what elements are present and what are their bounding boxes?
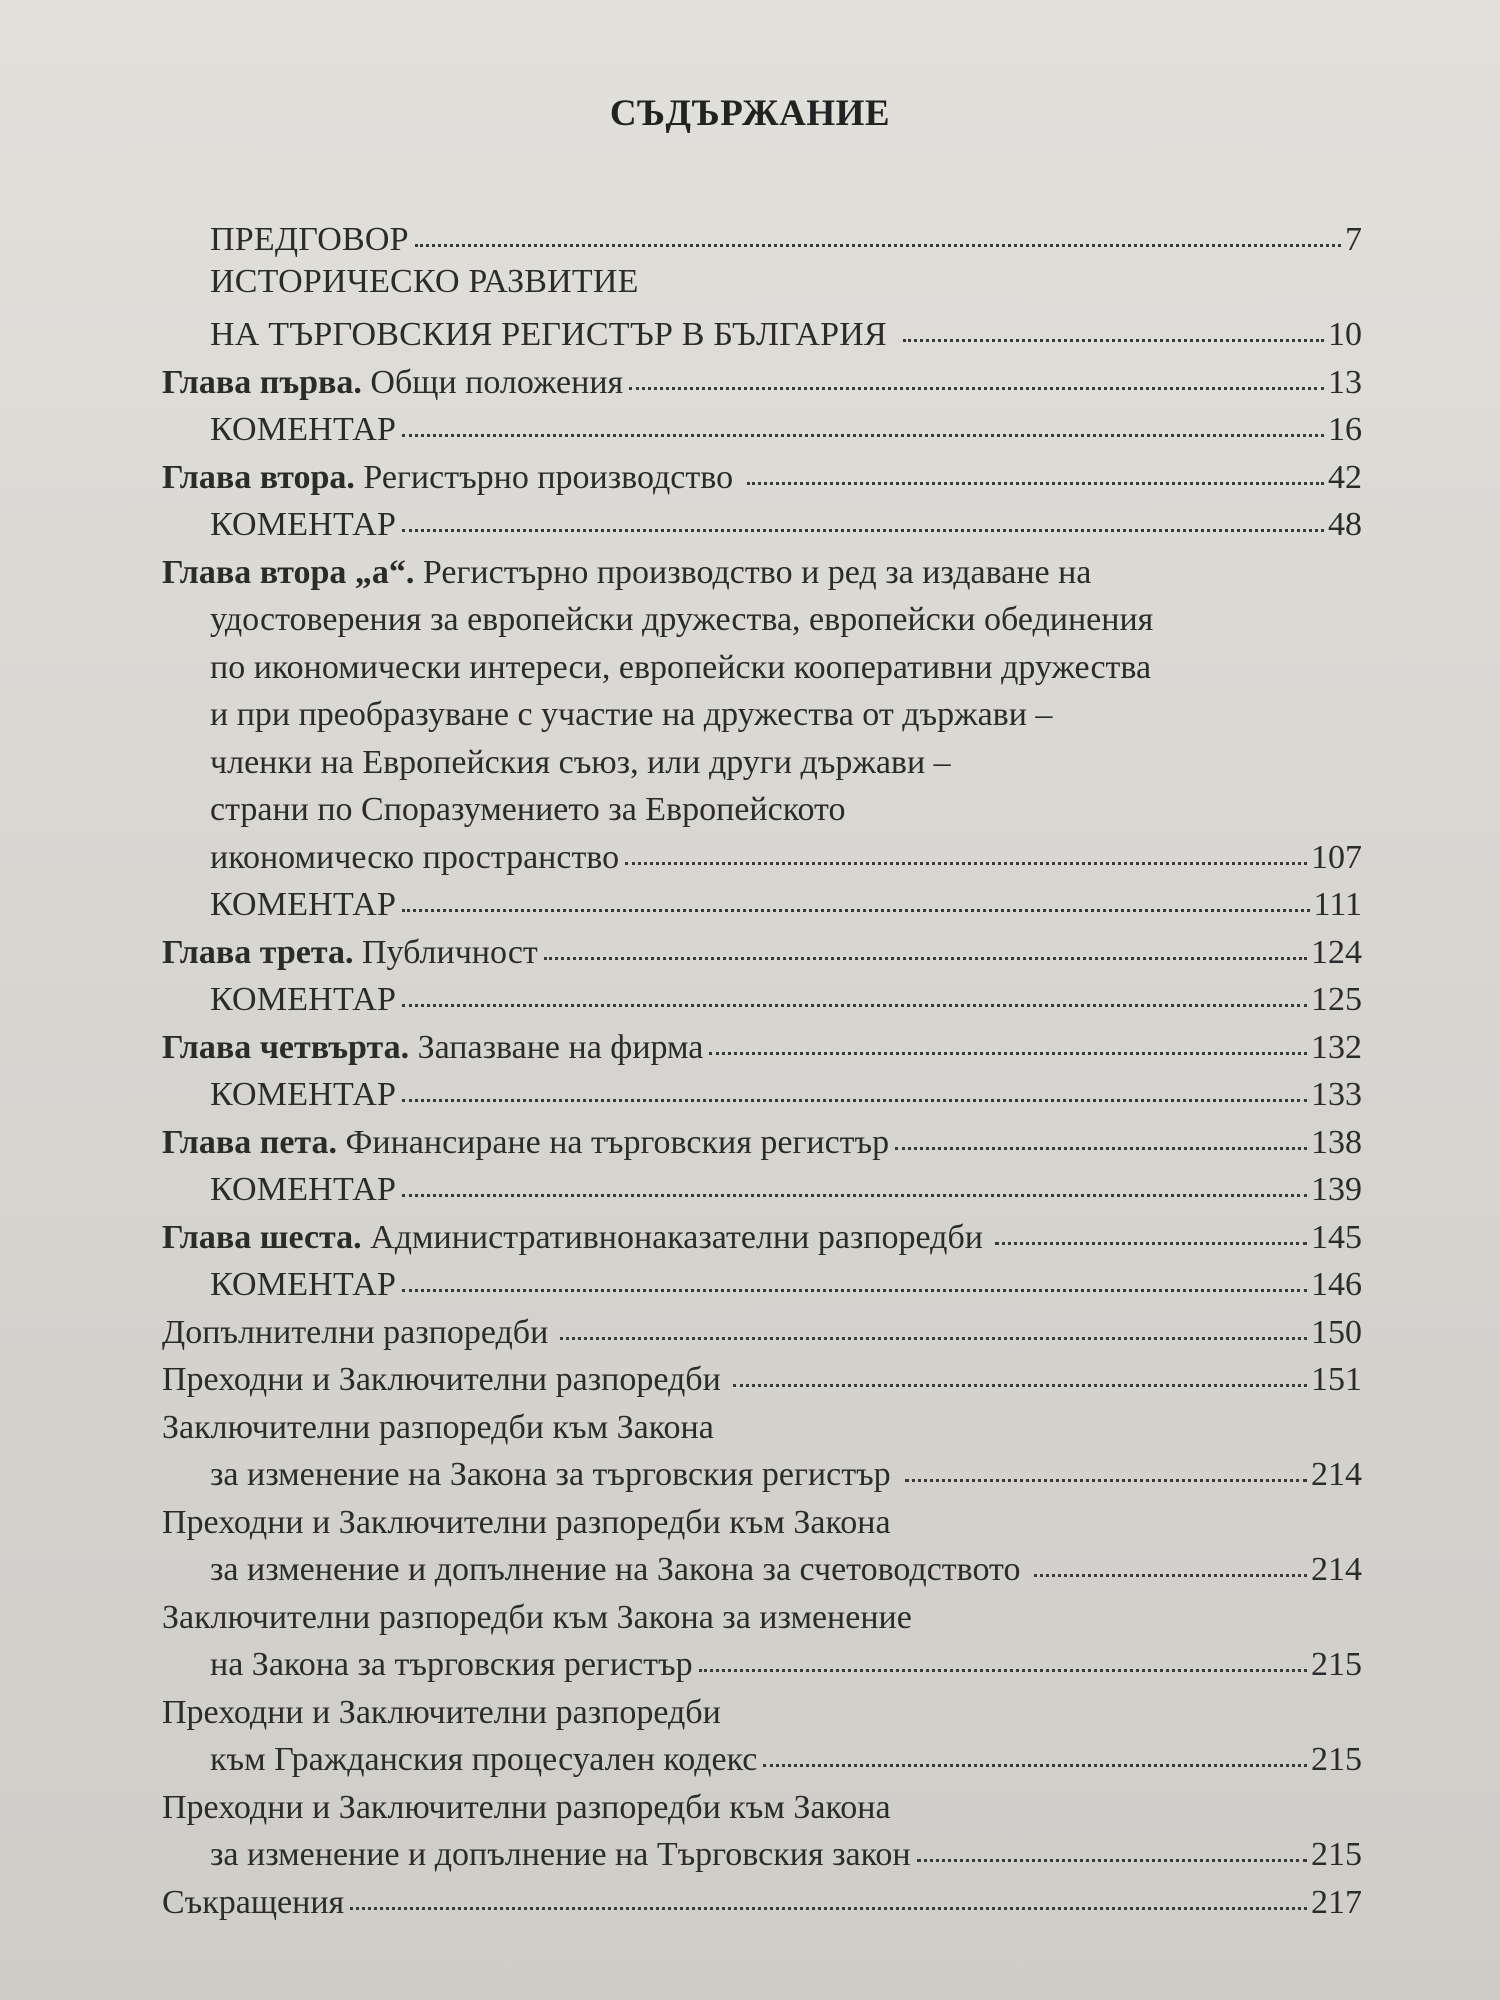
toc-entry-label: към Гражданския процесуален кодекс bbox=[210, 1741, 758, 1778]
toc-entry-label bbox=[162, 1218, 983, 1258]
dot-leader bbox=[895, 1147, 1307, 1150]
toc-entry-commentary-4 bbox=[210, 1075, 1362, 1115]
toc-entry-commentary-2 bbox=[210, 505, 1362, 545]
toc-entry-chapter-2 bbox=[162, 458, 1362, 498]
chapter-title: Регистърно производство и ред за издаване на bbox=[414, 554, 1092, 591]
dot-leader bbox=[544, 957, 1307, 960]
toc-entry-label bbox=[162, 1028, 703, 1068]
toc-entry-label: Преходни и Заключителни разпоредби bbox=[162, 1694, 721, 1731]
toc-page-number: 150 bbox=[1311, 1314, 1362, 1351]
toc-page-number: 124 bbox=[1311, 934, 1362, 971]
toc-page-number: 13 bbox=[1328, 364, 1362, 401]
toc-entry-chapter-1 bbox=[162, 363, 1362, 403]
toc-entry-label: КОМЕНТАР bbox=[210, 981, 397, 1018]
toc-entry-chapter-5 bbox=[162, 1123, 1362, 1163]
toc-entry-label bbox=[162, 553, 1091, 593]
toc-entry-label: КОМЕНТАР bbox=[210, 411, 397, 448]
toc-page-number: 125 bbox=[1311, 981, 1362, 1018]
toc-page-number: 138 bbox=[1311, 1124, 1362, 1161]
toc-entry-transitional-5 bbox=[210, 1835, 1362, 1875]
toc-page-number: 133 bbox=[1311, 1076, 1362, 1113]
toc-entry-transitional-4 bbox=[210, 1740, 1362, 1780]
dot-leader bbox=[699, 1669, 1307, 1672]
dot-leader bbox=[763, 1764, 1307, 1767]
toc-entry-label: и при преобразуване с участие на дружества от държави – bbox=[210, 696, 1053, 733]
toc-entry-label: Преходни и Заключителни разпоредби към Закона bbox=[162, 1504, 891, 1541]
toc-entry-chapter-2a bbox=[210, 838, 1362, 878]
chapter-number: Глава четвърта. bbox=[162, 1029, 410, 1066]
dot-leader bbox=[402, 434, 1324, 437]
toc-page-number: 132 bbox=[1311, 1029, 1362, 1066]
toc-entry-chapter-2a-line5 bbox=[210, 743, 1362, 783]
chapter-number: Глава трета. bbox=[162, 934, 354, 971]
dot-leader bbox=[402, 909, 1309, 912]
toc-entry-label: КОМЕНТАР bbox=[210, 1266, 397, 1303]
toc-page-number: 145 bbox=[1311, 1219, 1362, 1256]
toc-entry-label: КОМЕНТАР bbox=[210, 1171, 397, 1208]
toc-page-number: 10 bbox=[1328, 316, 1362, 353]
toc-entry-chapter-4 bbox=[162, 1028, 1362, 1068]
toc-page-number: 214 bbox=[1311, 1456, 1362, 1493]
toc-entry-label: страни по Споразумението за Европейското bbox=[210, 791, 846, 828]
dot-leader bbox=[402, 1194, 1307, 1197]
toc-page-number: 42 bbox=[1328, 459, 1362, 496]
toc-entry-chapter-3 bbox=[162, 933, 1362, 973]
dot-leader bbox=[629, 387, 1324, 390]
dot-leader bbox=[709, 1052, 1307, 1055]
toc-entry-chapter-6 bbox=[162, 1218, 1362, 1258]
toc-page-number: 111 bbox=[1313, 886, 1362, 923]
chapter-number: Глава пета. bbox=[162, 1124, 338, 1161]
dot-leader bbox=[560, 1337, 1307, 1340]
dot-leader bbox=[350, 1907, 1307, 1910]
toc-entry-chapter-2a-line6 bbox=[210, 790, 1362, 830]
dot-leader bbox=[905, 1479, 1307, 1482]
toc-entry-label: за изменение на Закона за търговския регистър bbox=[210, 1456, 891, 1493]
chapter-title: Общи положения bbox=[361, 364, 624, 401]
page-title: СЪДЪРЖАНИЕ bbox=[609, 93, 891, 134]
toc-entry-transitional-2 bbox=[210, 1550, 1362, 1590]
dot-leader bbox=[402, 1289, 1307, 1292]
toc-entry-label: Преходни и Заключителни разпоредби bbox=[162, 1361, 721, 1398]
toc-entry-label bbox=[162, 1123, 889, 1163]
toc-entry-final-1-line1 bbox=[162, 1408, 1362, 1448]
chapter-number: Глава втора. bbox=[162, 459, 355, 496]
toc-page-number: 217 bbox=[1311, 1884, 1362, 1921]
toc-entry-commentary-1 bbox=[210, 410, 1362, 450]
toc-entry-label: Преходни и Заключителни разпоредби към Закона bbox=[162, 1789, 891, 1826]
toc-page-number: 215 bbox=[1311, 1741, 1362, 1778]
dot-leader bbox=[747, 482, 1324, 485]
toc-page-number: 146 bbox=[1311, 1266, 1362, 1303]
toc-entry-label: на Закона за търговския регистър bbox=[210, 1646, 693, 1683]
toc-page-number: 107 bbox=[1311, 839, 1362, 876]
toc-page-number: 7 bbox=[1345, 221, 1362, 258]
toc-entry-label bbox=[162, 933, 538, 973]
toc-entry-label bbox=[162, 363, 623, 403]
toc-entry-label: НА ТЪРГОВСКИЯ РЕГИСТЪР В БЪЛГАРИЯ bbox=[210, 316, 887, 353]
toc-entry-commentary-5 bbox=[210, 1170, 1362, 1210]
toc-page-number: 139 bbox=[1311, 1171, 1362, 1208]
toc-entry-label: Заключителни разпоредби към Закона за изменение bbox=[162, 1599, 912, 1636]
toc-page-number: 215 bbox=[1311, 1836, 1362, 1873]
dot-leader bbox=[903, 339, 1324, 342]
toc-entry-label: за изменение и допълнение на Закона за счетоводството bbox=[210, 1551, 1021, 1588]
toc-entry-abbreviations bbox=[162, 1883, 1362, 1923]
toc-entry-preface bbox=[210, 220, 1362, 260]
toc-entry-final-3-line1 bbox=[162, 1598, 1362, 1638]
toc-entry-label: ПРЕДГОВОР bbox=[210, 221, 409, 258]
toc-entry-chapter-2a-line3 bbox=[210, 648, 1362, 688]
toc-entry-transitional-5-line1 bbox=[162, 1788, 1362, 1828]
toc-entry-label: ИСТОРИЧЕСКО РАЗВИТИЕ bbox=[210, 263, 639, 300]
toc-entry-label: КОМЕНТАР bbox=[210, 886, 397, 923]
toc-page-number: 48 bbox=[1328, 506, 1362, 543]
dot-leader bbox=[415, 244, 1341, 247]
toc-entry-additional bbox=[162, 1313, 1362, 1353]
toc-page-number: 214 bbox=[1311, 1551, 1362, 1588]
chapter-title: Запазване на фирма bbox=[409, 1029, 704, 1066]
chapter-number: Глава втора „а“. bbox=[162, 554, 415, 591]
chapter-number: Глава първа. bbox=[162, 364, 362, 401]
toc-entry-final-3 bbox=[210, 1645, 1362, 1685]
dot-leader bbox=[1034, 1574, 1307, 1577]
dot-leader bbox=[995, 1242, 1307, 1245]
toc-entry-commentary-3 bbox=[210, 980, 1362, 1020]
toc-entry-commentary-6 bbox=[210, 1265, 1362, 1305]
toc-entry-label: КОМЕНТАР bbox=[210, 506, 397, 543]
toc-page-number: 16 bbox=[1328, 411, 1362, 448]
toc-entry-label: по икономически интереси, европейски кооперативни дружества bbox=[210, 649, 1152, 686]
toc-entry-label bbox=[162, 458, 733, 498]
chapter-title: Публичност bbox=[353, 934, 538, 971]
chapter-title: Финансиране на търговския регистър bbox=[337, 1124, 890, 1161]
toc-entry-chapter-2a-line1 bbox=[162, 553, 1362, 593]
dot-leader bbox=[402, 1004, 1307, 1007]
toc-page-number: 151 bbox=[1311, 1361, 1362, 1398]
toc-entry-transitional-2-line1 bbox=[162, 1503, 1362, 1543]
chapter-title: Административнонаказателни разпоредби bbox=[361, 1219, 983, 1256]
toc-entry-chapter-2a-line2 bbox=[210, 600, 1362, 640]
toc-entry-label: икономическо пространство bbox=[210, 839, 620, 876]
toc-entry-label: за изменение и допълнение на Търговския закон bbox=[210, 1836, 911, 1873]
dot-leader bbox=[917, 1859, 1307, 1862]
toc-entry-label: Съкращения bbox=[162, 1884, 345, 1921]
chapter-number: Глава шеста. bbox=[162, 1219, 362, 1256]
toc-entry-history-line1 bbox=[210, 262, 1362, 302]
toc-entry-transitional-4-line1 bbox=[162, 1693, 1362, 1733]
toc-entry-history bbox=[210, 315, 1362, 355]
toc-page-number: 215 bbox=[1311, 1646, 1362, 1683]
toc-entry-label: удостоверения за европейски дружества, европейски обединения bbox=[210, 601, 1154, 638]
dot-leader bbox=[402, 529, 1324, 532]
toc-entry-label: Заключителни разпоредби към Закона bbox=[162, 1409, 714, 1446]
toc-entry-transitional bbox=[162, 1360, 1362, 1400]
dot-leader bbox=[625, 862, 1307, 865]
dot-leader bbox=[733, 1384, 1307, 1387]
toc-entry-commentary-2a bbox=[210, 885, 1362, 925]
toc-entry-label: КОМЕНТАР bbox=[210, 1076, 397, 1113]
toc-entry-chapter-2a-line4 bbox=[210, 695, 1362, 735]
chapter-title: Регистърно производство bbox=[354, 459, 734, 496]
toc-entry-final-1 bbox=[210, 1455, 1362, 1495]
toc-entry-label: членки на Европейския съюз, или други държави – bbox=[210, 744, 951, 781]
dot-leader bbox=[402, 1099, 1307, 1102]
toc-entry-label: Допълнителни разпоредби bbox=[162, 1314, 549, 1351]
